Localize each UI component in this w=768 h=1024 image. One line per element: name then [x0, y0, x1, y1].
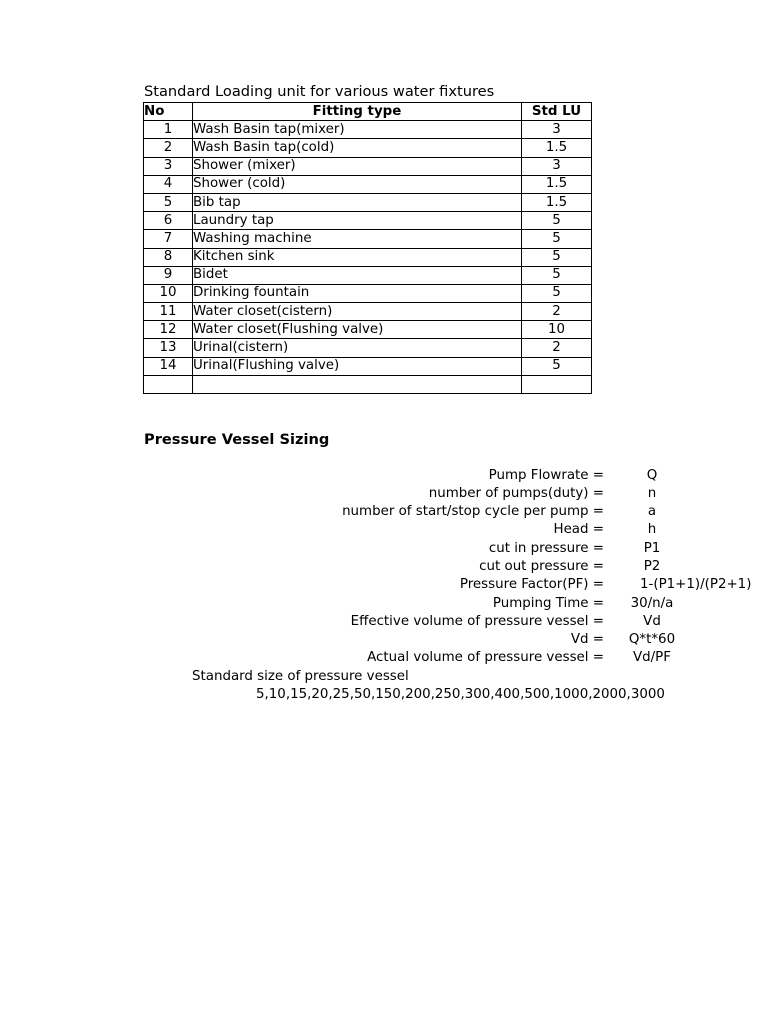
formula-row	[0, 596, 768, 614]
formula-value: n	[647, 486, 657, 501]
formula-value: h	[647, 522, 657, 537]
cell-no: 2	[144, 139, 193, 157]
table-header-row	[144, 103, 592, 121]
cell-fitting-type: Bidet	[193, 266, 522, 284]
cell-std-lu: 1.5	[522, 175, 592, 193]
cell-std-lu: 3	[522, 121, 592, 139]
cell-no: 6	[144, 212, 193, 230]
cell-fitting-type: Urinal(Flushing valve)	[193, 357, 522, 375]
cell-fitting-type: Wash Basin tap(cold)	[193, 139, 522, 157]
cell-no: 3	[144, 157, 193, 175]
formula-row	[0, 632, 768, 650]
table-row	[144, 121, 592, 139]
table-title: Standard Loading unit for various water fixtures	[144, 83, 495, 100]
formula-row	[0, 504, 768, 522]
cell-fitting-type: Water closet(Flushing valve)	[193, 321, 522, 339]
cell-fitting-type: Washing machine	[193, 230, 522, 248]
formula-value: Q	[646, 468, 658, 483]
cell-no: 9	[144, 266, 193, 284]
cell-std-lu	[522, 375, 592, 393]
formula-label: Pump Flowrate =	[488, 468, 604, 483]
cell-std-lu: 3	[522, 157, 592, 175]
cell-std-lu: 10	[522, 321, 592, 339]
cell-fitting-type: Wash Basin tap(mixer)	[193, 121, 522, 139]
header-std-lu: Std LU	[522, 103, 592, 121]
cell-std-lu: 2	[522, 303, 592, 321]
formula-label: cut out pressure =	[479, 559, 604, 574]
formula-label: number of pumps(duty) =	[428, 486, 604, 501]
formula-value: Vd/PF	[633, 650, 671, 665]
cell-std-lu: 5	[522, 248, 592, 266]
table-row	[144, 157, 592, 175]
table-row	[144, 339, 592, 357]
cell-std-lu: 2	[522, 339, 592, 357]
formula-label: Effective volume of pressure vessel =	[350, 614, 604, 629]
cell-no: 10	[144, 284, 193, 302]
formula-value: Q*t*60	[628, 632, 676, 647]
table-row	[144, 357, 592, 375]
formula-value: P2	[643, 559, 661, 574]
cell-std-lu: 5	[522, 266, 592, 284]
cell-fitting-type: Shower (cold)	[193, 175, 522, 193]
cell-no: 1	[144, 121, 193, 139]
cell-fitting-type: Urinal(cistern)	[193, 339, 522, 357]
formula-value: 30/n/a	[630, 596, 674, 611]
header-no: No	[144, 103, 193, 121]
cell-fitting-type: Kitchen sink	[193, 248, 522, 266]
cell-no: 13	[144, 339, 193, 357]
cell-fitting-type: Shower (mixer)	[193, 157, 522, 175]
cell-std-lu: 1.5	[522, 139, 592, 157]
formula-row	[0, 577, 768, 595]
cell-std-lu: 1.5	[522, 193, 592, 211]
formula-label: Pressure Factor(PF) =	[459, 577, 604, 592]
formula-label: Actual volume of pressure vessel =	[367, 650, 604, 665]
cell-no: 5	[144, 193, 193, 211]
table-row	[144, 284, 592, 302]
cell-fitting-type: Drinking fountain	[193, 284, 522, 302]
formula-value: a	[647, 504, 657, 519]
formula-label: number of start/stop cycle per pump =	[342, 504, 604, 519]
formula-value: 1-(P1+1)/(P2+1)	[640, 577, 752, 592]
formula-label: cut in pressure =	[488, 541, 604, 556]
cell-no: 4	[144, 175, 193, 193]
formula-value: Vd	[643, 614, 661, 629]
standard-size-label: Standard size of pressure vessel	[192, 669, 409, 684]
table-row	[144, 266, 592, 284]
table-row	[144, 139, 592, 157]
formula-label: Pumping Time =	[492, 596, 604, 611]
table-row	[144, 230, 592, 248]
cell-no	[144, 375, 193, 393]
cell-std-lu: 5	[522, 357, 592, 375]
header-fitting-type: Fitting type	[193, 103, 522, 121]
cell-no: 8	[144, 248, 193, 266]
cell-std-lu: 5	[522, 284, 592, 302]
formula-label: Head =	[553, 522, 604, 537]
table-row	[144, 212, 592, 230]
formula-row	[0, 614, 768, 632]
formula-label: Vd =	[570, 632, 604, 647]
cell-fitting-type	[193, 375, 522, 393]
table-row	[144, 248, 592, 266]
table-row	[144, 321, 592, 339]
cell-no: 7	[144, 230, 193, 248]
formula-row	[0, 468, 768, 486]
formula-row	[0, 650, 768, 668]
loading-unit-table	[143, 102, 592, 394]
cell-fitting-type: Bib tap	[193, 193, 522, 211]
formula-row	[0, 541, 768, 559]
cell-fitting-type: Laundry tap	[193, 212, 522, 230]
table-row	[144, 193, 592, 211]
cell-no: 12	[144, 321, 193, 339]
formula-row	[0, 486, 768, 504]
formula-row	[0, 522, 768, 540]
formula-row	[0, 559, 768, 577]
cell-no: 11	[144, 303, 193, 321]
table-row	[144, 175, 592, 193]
table-row-empty	[144, 375, 592, 393]
standard-sizes: 5,10,15,20,25,50,150,200,250,300,400,500,1000,2000,3000	[256, 687, 665, 702]
cell-std-lu: 5	[522, 212, 592, 230]
cell-fitting-type: Water closet(cistern)	[193, 303, 522, 321]
formula-value: P1	[643, 541, 661, 556]
cell-std-lu: 5	[522, 230, 592, 248]
pressure-vessel-title: Pressure Vessel Sizing	[144, 431, 330, 448]
table-row	[144, 303, 592, 321]
cell-no: 14	[144, 357, 193, 375]
